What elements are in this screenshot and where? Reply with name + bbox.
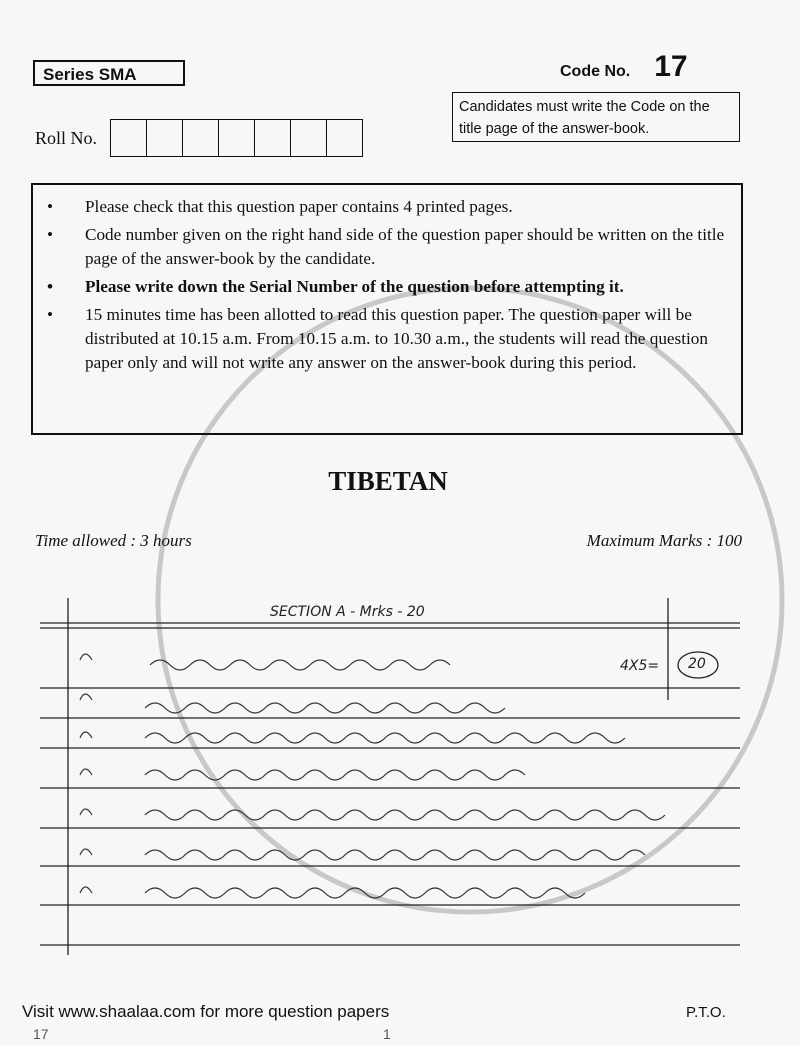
instructions-box: • Please check that this question paper contains 4 printed pages. • Code number given on the right hand side of the question paper should be written on the title page of the answer-book by the candidate. • Please write down the Serial Number of the question before attempting it. • 15 minutes time has been allotted to read this question paper. The question paper will be distributed at 10.15 a.m. From 10.15 a.m. to 10.30 a.m., the students will read the question paper only and will not write any answer on the answer-book during this period. bbox=[31, 183, 743, 435]
section-heading: SECTION A - Mrks - 20 bbox=[270, 604, 425, 620]
candidates-note: Candidates must write the Code on the title page of the answer-book. bbox=[452, 92, 740, 142]
code-label: Code No. bbox=[560, 63, 631, 80]
code-value: 17 bbox=[654, 50, 688, 83]
subject-title: TIBETAN bbox=[328, 466, 448, 496]
marks-formula: 4X5= bbox=[620, 658, 660, 674]
pto-label: P.T.O. bbox=[686, 1004, 726, 1021]
page-code: 17 bbox=[33, 1026, 49, 1042]
time-allowed: Time allowed : 3 hours bbox=[35, 531, 192, 550]
shaalaa-link[interactable]: Visit www.shaalaa.com for more question papers bbox=[22, 1002, 390, 1021]
instruction-3: Please write down the Serial Number of the question before attempting it. bbox=[85, 277, 624, 296]
page-number: 1 bbox=[383, 1026, 391, 1042]
instruction-4: 15 minutes time has been allotted to read this question paper. The question paper will be distributed at 10.15 a.m. From 10.15 a.m. to 10.30 a.m., the students will read the question paper only and will not write any answer on the answer-book during this period. bbox=[85, 305, 708, 372]
instruction-2: Code number given on the right hand side of the question paper should be written on the title page of the answer-book by the candidate. bbox=[85, 225, 725, 268]
series-label: Series SMA bbox=[33, 60, 185, 86]
maximum-marks: Maximum Marks : 100 bbox=[586, 531, 742, 550]
handwritten-tibetan-lines bbox=[80, 654, 665, 898]
instruction-1: Please check that this question paper contains 4 printed pages. bbox=[85, 197, 513, 216]
roll-label: Roll No. bbox=[35, 128, 98, 148]
marks-total: 20 bbox=[688, 656, 706, 672]
